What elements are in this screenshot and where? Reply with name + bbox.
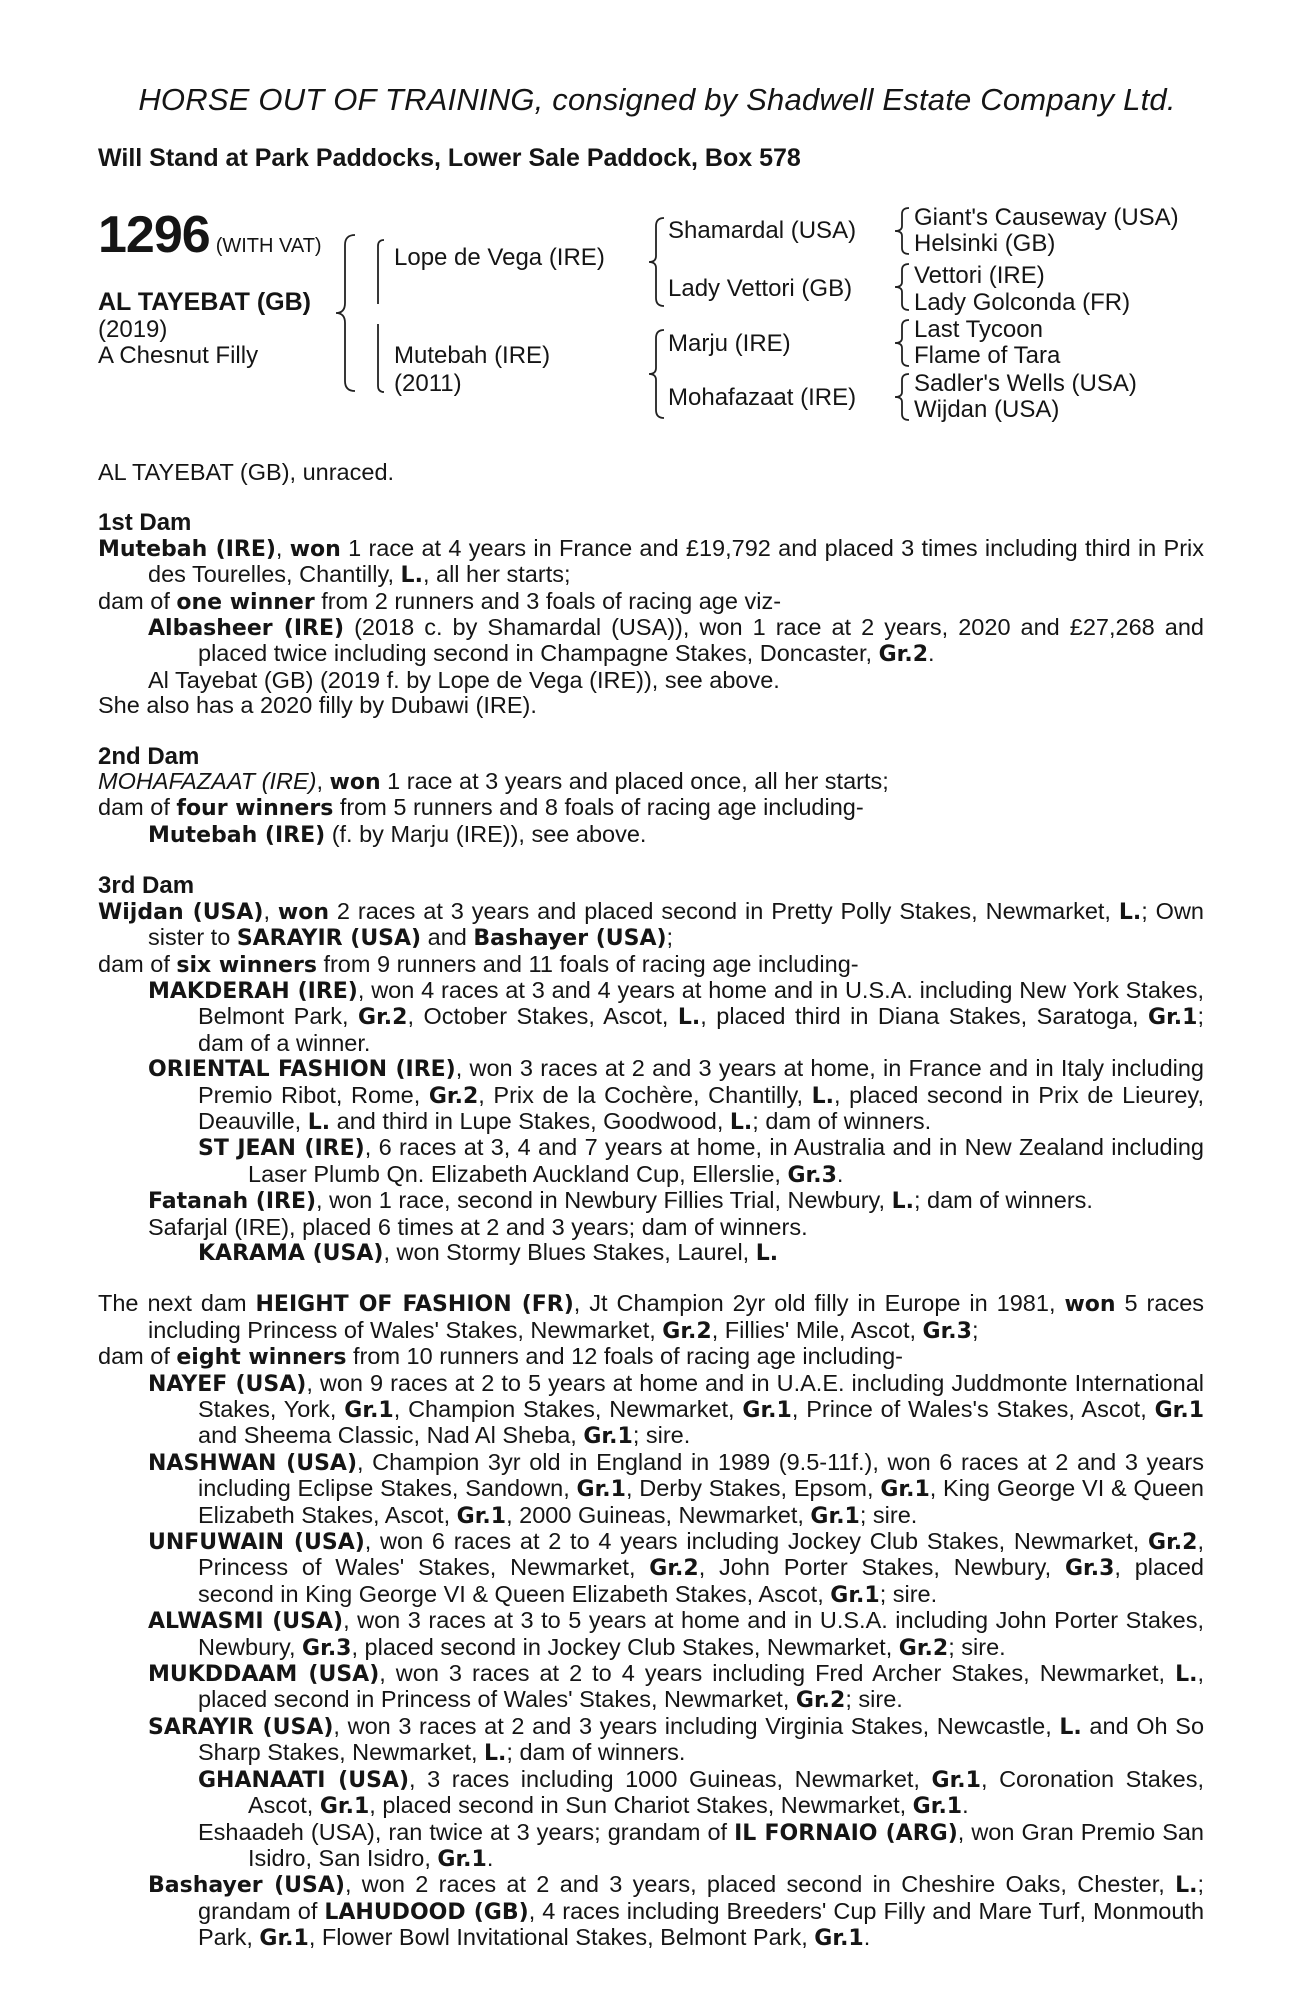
second-dam-record: MOHAFAZAAT (IRE), won 1 race at 3 years and placed once, all her starts; xyxy=(98,768,889,796)
lot-number: 1296 xyxy=(98,206,210,264)
first-dam-produce-summary: dam of one winner from 2 runners and 3 foals of racing age viz- xyxy=(98,587,782,615)
third-dam-record: Wijdan (USA), won 2 races at 3 years and placed second in Pretty Polly Stakes, Newmarket, L.; Own sister to SARAYIR (USA) and Bashayer (USA); xyxy=(98,897,1204,952)
produce-makderah: MAKDERAH (IRE), won 4 races at 3 and 4 years at home and in U.S.A. including New York Stakes, Belmont Park, Gr.2, October Stakes, Ascot, L., placed third in Diana Stakes, Saratoga, Gr.1; dam of a winner. xyxy=(148,976,1205,1056)
first-dam-record: Mutebah (IRE), won 1 race at 4 years in France and £19,792 and placed 3 times including third in Prix des Tourelles, Chantilly, L., all her starts; xyxy=(98,534,1204,589)
stand-location: Will Stand at Park Paddocks, Lower Sale Paddock, Box 578 xyxy=(98,144,801,172)
pedigree-g-sss: Giant's Causeway (USA) xyxy=(914,204,1179,231)
produce-alwasmi: ALWASMI (USA), won 3 races at 3 to 5 years at home and in U.S.A. including John Porter Stakes, Newbury, Gr.3, placed second in Jockey Club Stakes, Newmarket, Gr.2; sire. xyxy=(148,1607,1204,1661)
produce-nayef: NAYEF (USA), won 9 races at 2 to 5 years at home and in U.A.E. including Juddmonte International Stakes, York, Gr.1, Champion Stakes, Newmarket, Gr.1, Prince of Wales's Stakes, Ascot, Gr.1 and Sheema Classic, Nad Al Sheba, Gr.1; sire. xyxy=(148,1369,1204,1450)
produce-albasheer: Albasheer (IRE) (2018 c. by Shamardal (USA)), won 1 race at 2 years, 2020 and £27,268 and placed twice including second in Champagne Stakes, Doncaster, Gr.2. xyxy=(148,614,1204,668)
pedigree-sire: Lope de Vega (IRE) xyxy=(394,244,605,271)
produce-eshaadeh: Eshaadeh (USA), ran twice at 3 years; grandam of IL FORNAIO (ARG), won Gran Premio San Isidro, San Isidro, Gr.1. xyxy=(198,1818,1205,1872)
next-dam-produce-summary: dam of eight winners from 10 runners and 12 foals of racing age including- xyxy=(98,1343,903,1371)
second-dam-heading: 2nd Dam xyxy=(98,742,200,770)
lot-number-block xyxy=(98,205,322,265)
pedigree-brace-g3 xyxy=(893,318,911,368)
pedigree-sire-sire: Shamardal (USA) xyxy=(668,217,857,244)
pedigree-g-dsd: Flame of Tara xyxy=(914,342,1061,369)
catalogue-body xyxy=(98,460,1204,1952)
produce-fatanah: Fatanah (IRE), won 1 race, second in Newbury Fillies Trial, Newbury, L.; dam of winners. xyxy=(148,1187,1093,1215)
pedigree-brace-main xyxy=(333,233,357,393)
produce-mukddaam: MUKDDAAM (USA), won 3 races at 2 to 4 years including Fred Archer Stakes, Newmarket, L., placed second in Princess of Wales' Stakes, Newmarket, Gr.2; sire. xyxy=(148,1660,1204,1714)
produce-bashayer: Bashayer (USA), won 2 races at 2 and 3 years, placed second in Cheshire Oaks, Chester, L.; grandam of LAHUDOOD (GB), 4 races including Breeders' Cup Filly and Mare Turf, Monmouth Park, Gr.1, Flower Bowl Invitational Stakes, Belmont Park, Gr.1. xyxy=(148,1871,1205,1952)
produce-sarayir: SARAYIR (USA), won 3 races at 2 and 3 years including Virginia Stakes, Newcastle, L. and Oh So Sharp Stakes, Newmarket, L.; dam of winners. xyxy=(148,1712,1205,1767)
first-dam-note: She also has a 2020 filly by Dubawi (IRE). xyxy=(98,692,537,719)
pedigree-brace-g1 xyxy=(893,206,911,256)
produce-unfuwain: UNFUWAIN (USA), won 6 races at 2 to 4 years including Jockey Club Stakes, Newmarket, Gr.2, Princess of Wales' Stakes, Newmarket, Gr.2, John Porter Stakes, Newbury, Gr.3, placed second in King George VI & Queen Elizabeth Stakes, Ascot, Gr.1; sire. xyxy=(148,1528,1204,1608)
pedigree-brace-ds xyxy=(646,328,666,420)
horse-name: AL TAYEBAT (GB) xyxy=(98,288,311,316)
race-record: AL TAYEBAT (GB), unraced. xyxy=(98,459,395,485)
produce-ghanaati: GHANAATI (USA), 3 races including 1000 Guineas, Newmarket, Gr.1, Coronation Stakes, Ascot, Gr.1, placed second in Sun Chariot Stakes, Newmarket, Gr.1. xyxy=(198,1765,1204,1820)
pedigree-dam-dam: Mohafazaat (IRE) xyxy=(668,384,857,411)
produce-al-tayebat: Al Tayebat (GB) (2019 f. by Lope de Vega (IRE)), see above. xyxy=(148,666,780,693)
pedigree-brace-g4 xyxy=(893,372,911,422)
produce-mutebah: Mutebah (IRE) (f. by Marju (IRE)), see above. xyxy=(148,820,647,848)
produce-safarjal: Safarjal (IRE), placed 6 times at 2 and 3 years; dam of winners. xyxy=(148,1213,808,1240)
first-dam-heading: 1st Dam xyxy=(98,509,192,537)
pedigree-g-dss: Last Tycoon xyxy=(914,316,1043,343)
produce-oriental-fashion: ORIENTAL FASHION (IRE), won 3 races at 2 and 3 years at home, in France and in Italy including Premio Ribot, Rome, Gr.2, Prix de la Cochère, Chantilly, L., placed second in Prix de Lieurey, Deauville, L. and third in Lupe Stakes, Goodwood, L.; dam of winners. xyxy=(148,1055,1204,1135)
produce-nashwan: NASHWAN (USA), Champion 3yr old in England in 1989 (9.5-11f.), won 6 races at 2 and 3 years including Eclipse Stakes, Sandown, Gr.1, Derby Stakes, Epsom, Gr.1, King George VI & Queen Elizabeth Stakes, Ascot, Gr.1, 2000 Guineas, Newmarket, Gr.1; sire. xyxy=(148,1448,1205,1529)
produce-st-jean: ST JEAN (IRE), 6 races at 3, 4 and 7 years at home, in Australia and in New Zealand including Laser Plumb Qn. Elizabeth Auckland Cup, Ellerslie, Gr.3. xyxy=(198,1134,1204,1188)
pedigree-g-dds: Sadler's Wells (USA) xyxy=(914,370,1137,397)
produce-karama: KARAMA (USA), won Stormy Blues Stakes, Laurel, L. xyxy=(198,1238,779,1266)
horse-year: (2019) xyxy=(98,316,168,343)
pedigree-g-ssd: Helsinki (GB) xyxy=(914,230,1056,257)
pedigree-brace-ss xyxy=(646,216,666,308)
pedigree-g-sds: Vettori (IRE) xyxy=(914,262,1045,289)
second-dam-produce-summary: dam of four winners from 5 runners and 8 foals of racing age including- xyxy=(98,794,864,822)
third-dam-heading: 3rd Dam xyxy=(98,872,195,900)
third-dam-produce-summary: dam of six winners from 9 runners and 11 foals of racing age including- xyxy=(98,950,859,978)
horse-description: A Chesnut Filly xyxy=(98,342,259,369)
pedigree-g-ddd: Wijdan (USA) xyxy=(914,396,1060,423)
pedigree-dam-year: (2011) xyxy=(394,370,462,397)
pedigree-brace-g2 xyxy=(893,262,911,312)
pedigree-brace-sire xyxy=(372,238,386,306)
consignment-line: HORSE OUT OF TRAINING, consigned by Shadwell Estate Company Ltd. xyxy=(138,82,1176,117)
pedigree-sire-dam: Lady Vettori (GB) xyxy=(668,275,853,302)
pedigree-dam: Mutebah (IRE) xyxy=(394,342,551,369)
pedigree-dam-sire: Marju (IRE) xyxy=(668,330,791,357)
vat-note: (WITH VAT) xyxy=(215,235,322,257)
pedigree-g-sdd: Lady Golconda (FR) xyxy=(914,289,1131,316)
next-dam-record: The next dam HEIGHT OF FASHION (FR), Jt Champion 2yr old filly in Europe in 1981, won 5 races including Princess of Wales' Stakes, Newmarket, Gr.2, Fillies' Mile, Ascot, Gr.3; xyxy=(98,1290,1205,1344)
pedigree-brace-dam xyxy=(372,322,386,394)
